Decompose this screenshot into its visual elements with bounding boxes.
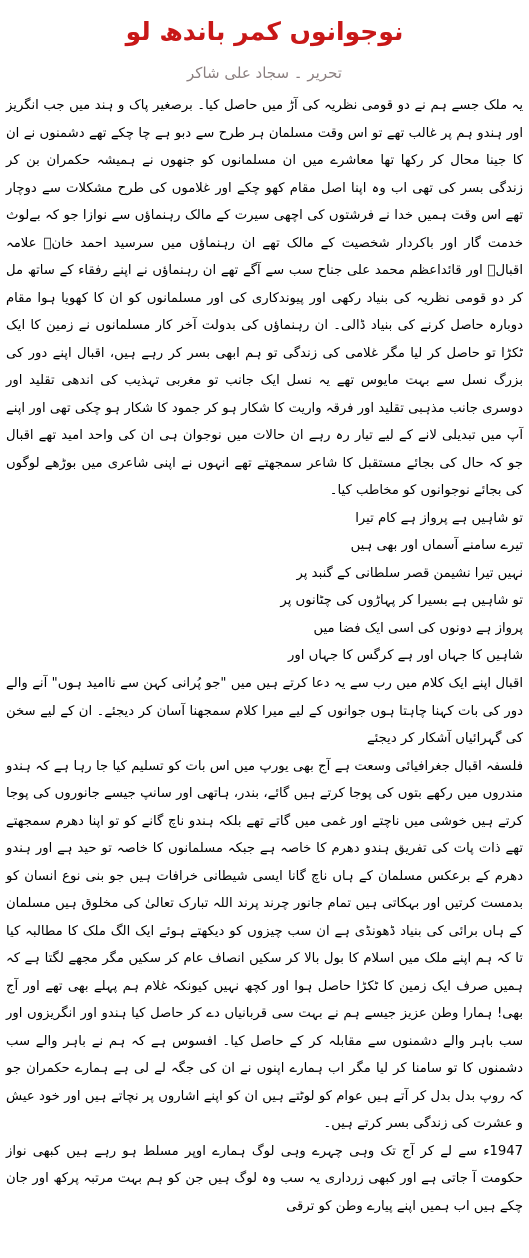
paragraph-philosophy: فلسفہ اقبال جغرافیائی وسعت ہے آج بھی یورپ میں اس بات کو تسلیم کیا جا رہا ہے کہ ہندو مندروں میں رکھے بتوں کی پوجا کرتے ہیں گائے، بندر، ہاتھی اور سانپ جیسے جانوروں کی پوجا کرتے ہیں خوشی میں ناچتے اور غمی میں گاتے تھے بلکہ ہندو ناچ گانے کو تو اپنا دھرم سمجھتے تھے ذات پات کی تفریق ہندو دھرم کا خاصہ ہے جبکہ مسلمانوں کا خاصہ تو حید ہے اور ہندو دھرم کے برعکس مسلمان کے ہاں ناچ گانا ایسی شیطانی خرافات ہیں جو بنی نوع انسان کو بدمست کرتیں اور بہکاتی ہیں تمام جانور چرند پرند اللہ تبارک تعالیٰ کی مخلوق ہیں مسلمان کے ہاں برائی کی بنیاد ڈھونڈی ہے ان سب چیزوں کو دیکھتے ہوئے ایک الگ ملک کا مطالبہ کیا تا کہ ہم اپنے ملک میں اسلام کا بول بالا کر سکیں انصاف عام کر سکیں مگر مجھے لگتا ہے کہ ہمیں صرف ایک زمین کا ٹکڑا حاصل ہوا اور کچھ نہیں کیونکہ غلام ہم پہلے بھی تھے اور آج بھی! ہمارا وطن عزیز جیسے ہم نے بہت سی قربانیاں دے کر حاصل کیا ہندو اور انگریزوں اور سب باہر والے دشمنوں سے مقابلہ کر کے حاصل کیا۔ افسوس ہے کہ ہم نے باہر والے سب دشمنوں کا تو سامنا کر لیا مگر اب ہمارے اپنوں نے ان کی جگہ لے لی ہے ہمارے حکمران جو کہ روپ بدل بدل کر آتے ہیں عوام کو لوٹتے ہیں ان کو اپنے اشاروں پر نچاتے ہیں اور خود عیش و عشرت کی زندگی بسر کرتے ہیں۔ [6, 758, 523, 1132]
article-body [6, 92, 523, 1220]
paragraph-prayer: اقبال اپنے ایک کلام میں رب سے یہ دعا کرتے ہیں میں "جو پُرانی کہن سے ناامید ہوں" آنے والے دور کی بات کہنا چاہتا ہوں جوانوں کے لیے میرا کلام سمجھنا آسان کر دیجئے۔ ان کے لیے سخن کی گہرائیاں آشکار کر دیجئے [6, 676, 523, 747]
paragraph-intro: یہ ملک جسے ہم نے دو قومی نظریہ کی آڑ میں حاصل کیا۔ برصغیر پاک و ہند میں جب انگریز اور ہندو ہم پر غالب تھے تو اس وقت مسلمان ہر طرح سے دبو ہے چا چکے تھے دشمنوں نے ان کا جینا محال کر رکھا تھا معاشرے میں ان مسلمانوں کو جنھوں نے ہمیشہ حکمران بن کر زندگی بسر کی تھی اب وہ اپنا اصل مقام کھو چکے اور غلاموں کی طرح مشکلات سے دوچار تھے اس وقت ہمیں خدا نے فرشتوں کی اچھی سیرت کے مالک رہنماؤں سے نوازا جو کہ بےلوث خدمت گار اور باکردار شخصیت کے مالک تھے ان رہنماؤں میں سرسید احمد خانؒ علامہ اقبالؒ اور قائداعظم محمد علی جناح سب سے آگے تھے ان رہنماؤں نے اپنے رفقاء کے ساتھ مل کر دو قومی نظریہ کی بنیاد رکھی اور پیوندکاری کی اور مسلمانوں کو ان کا کھویا ہوا مقام دوبارہ حاصل کرنے کی بنیاد ڈالی۔ ان رہنماؤں کی بدولت آخر کار مسلمانوں نے زمین کا ایک ٹکڑا تو حاصل کر لیا مگر غلامی کی زندگی تو ہم ابھی بسر کر رہے ہیں، اقبال اپنے دور کی بزرگ نسل سے بہت مایوس تھے یہ نسل ایک جانب تو مغربی تہذیب کی اندھی تقلید اور دوسری جانب مذہبی تقلید اور فرقہ واریت کا شکار ہو کر جمود کا شکار ہو چکی تھی اور اپنے آپ میں تبدیلی لانے کے لیے تیار رہ رہے ان حالات میں نوجوان ہی ان کی واحد امید تھے اقبال جو کہ حال کی بجائے مستقبل کا شاعر سمجھتے تھے انہوں نے اپنی شاعری میں بوڑھے لوگوں کی بجائے نوجوانوں کو مخاطب کیا۔ [6, 98, 523, 498]
verse-line: تو شاہیں ہے پرواز ہے کام تیرا [355, 510, 523, 526]
verse-line: پرواز ہے دونوں کی اسی ایک فضا میں [313, 620, 523, 636]
paragraph-rulers: 1947ء سے لے کر آج تک وہی چہرے وہی لوگ ہمارے اوپر مسلط ہو رہے ہیں کبھی نواز حکومت آ جاتی ہے اور کبھی زرداری یہ سب وہ لوگ ہیں جن کو ہم بہت مرتبہ پرکھ اور جان چکے ہیں اب ہمیں اپنے پیارے وطن کو ترقی [6, 1143, 523, 1214]
article-byline: تحریر ۔ سجاد علی شاکر [187, 64, 342, 82]
verse-line: تو شاہیں ہے بسیرا کر پہاڑوں کی چٹانوں پر [280, 593, 523, 609]
article-title: نوجوانوں کمر باندھ لو [125, 17, 404, 46]
verse-line: تیرے سامنے آسماں اور بھی ہیں [350, 538, 523, 554]
verse-line: شاہیں کا جہاں اور ہے کرگس کا جہاں اور [287, 648, 523, 664]
verse-line: نہیں تیرا نشیمن قصر سلطانی کے گنبد پر [296, 565, 523, 581]
poetry-verse [6, 505, 523, 671]
